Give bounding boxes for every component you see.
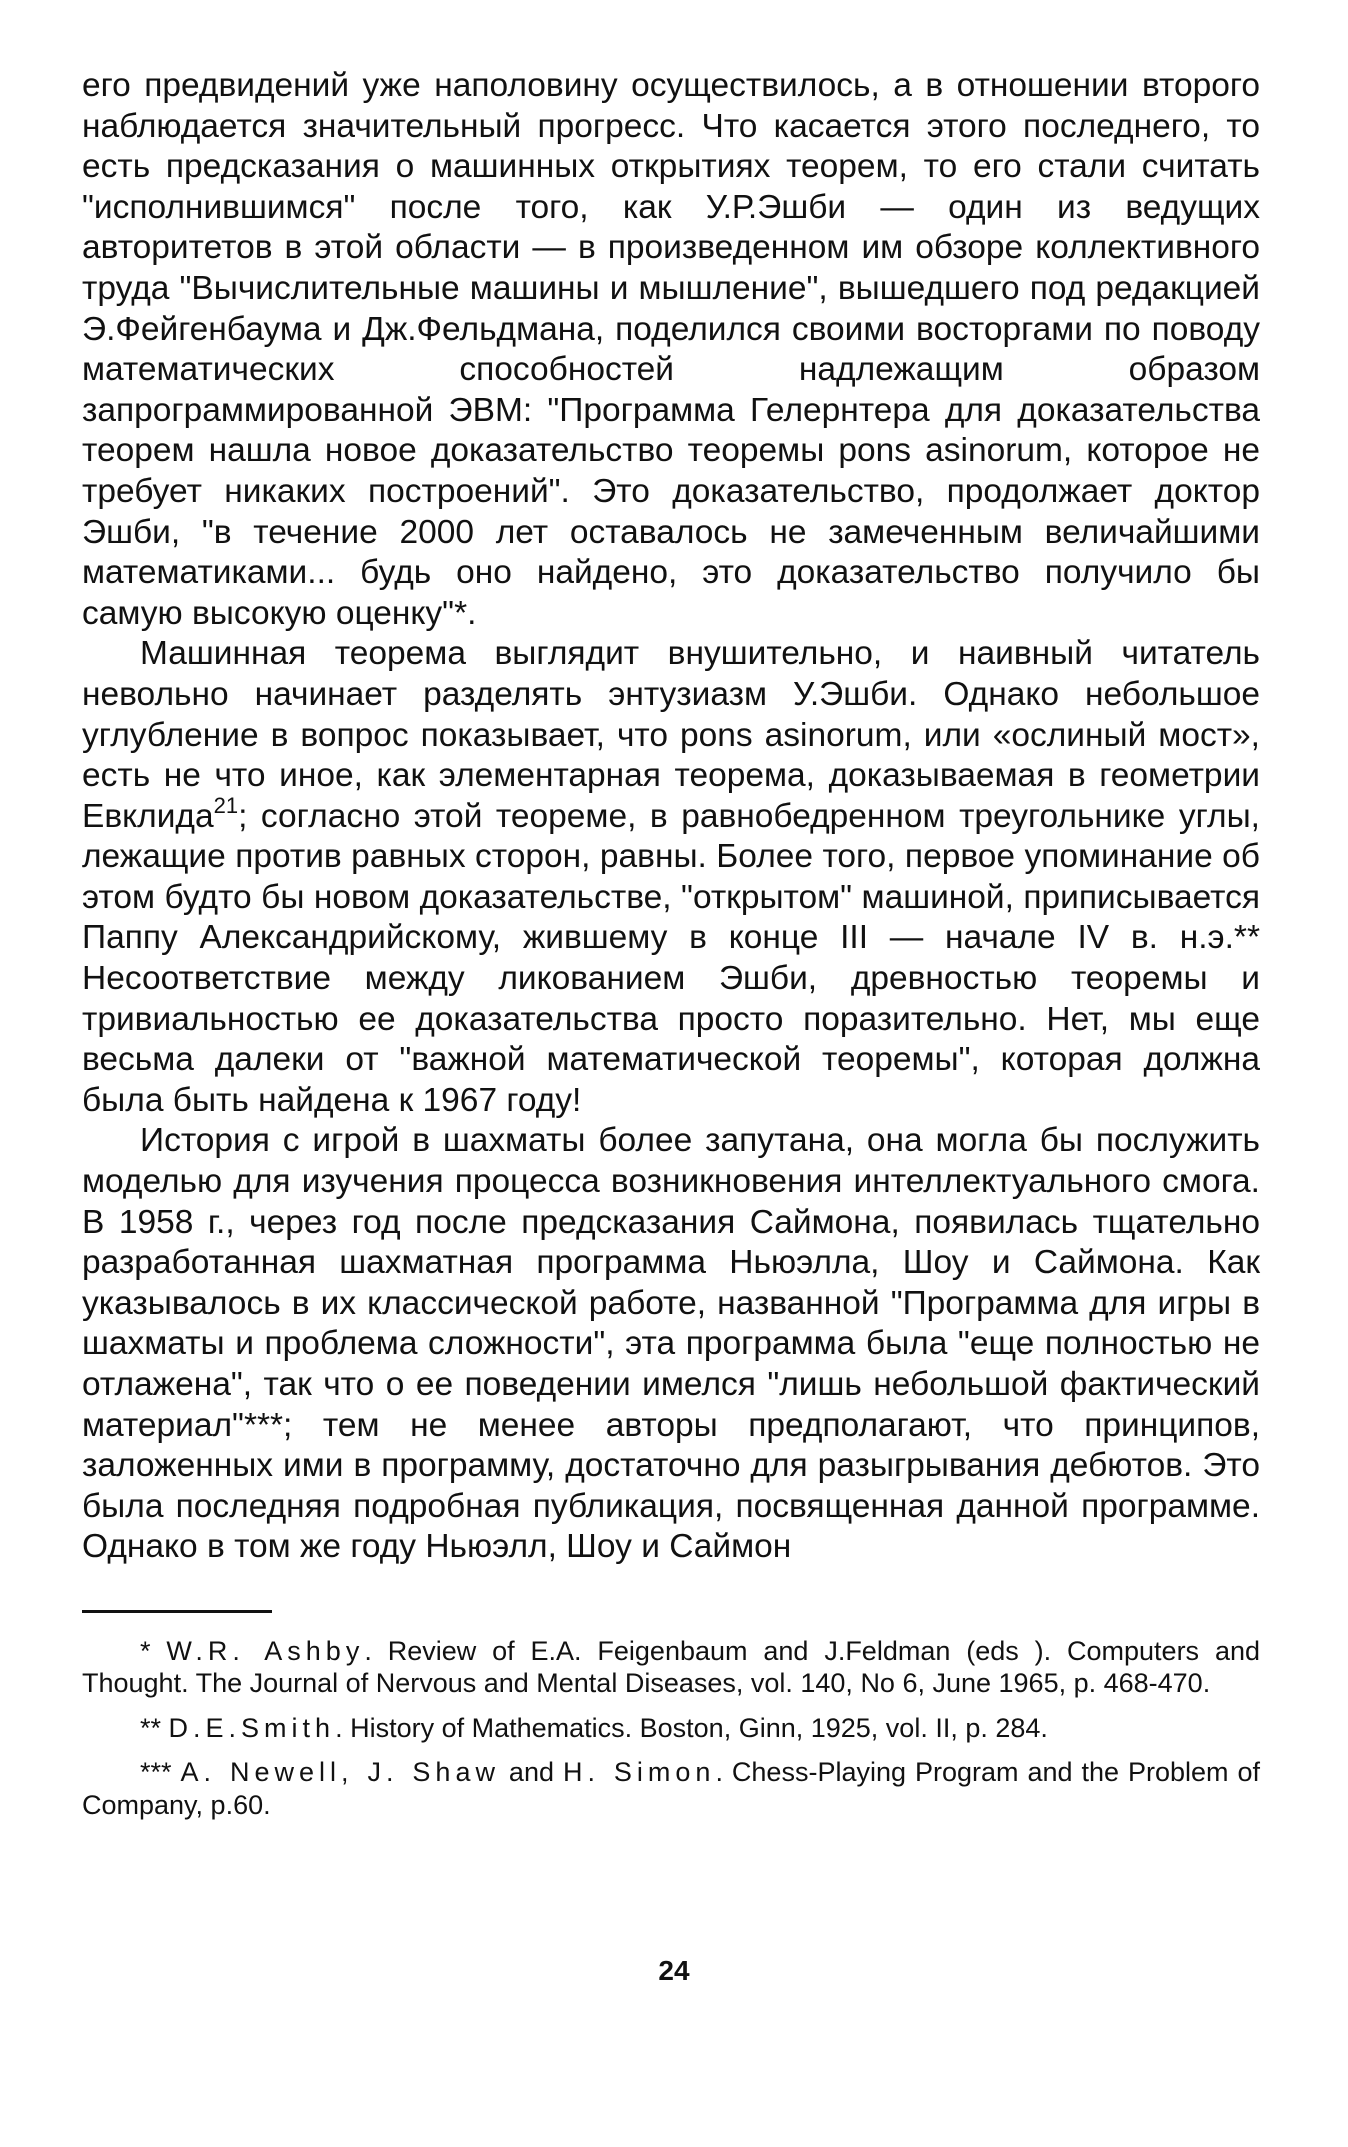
footnote-divider: [82, 1610, 272, 1613]
footnote-marker: ***: [140, 1757, 181, 1788]
footnote-author-2: H. Simon: [562, 1757, 716, 1788]
footnote-marker: **: [140, 1712, 169, 1743]
footnote-marker: *: [140, 1635, 167, 1666]
footnote-author: W.R. Ashby: [166, 1635, 365, 1666]
footnote-author: A. Newell, J. Shaw: [180, 1757, 500, 1788]
footnote-text: . Chess-Playing Program and the Problem of Company, p.60.: [82, 1757, 1260, 1820]
footnote-reference: 21: [213, 792, 239, 818]
footnote-3: [82, 1756, 1260, 1821]
paragraph-2-part-1: Машинная теорема выглядит внушительно, и наивный читатель невольно начинает разделять энтузиазм У.Эшби. Однако небольшое углубление в вопрос показывает, что pons asinorum, или «ослиный мост», есть не что иное, как элементарная теорема, доказываемая в геометрии Евклида: [82, 635, 1260, 835]
paragraph-3: История с игрой в шахматы более запутана, она могла бы послужить моделью для изучения процесса возникновения интеллектуального смога. В 1958 г., через год после предсказания Саймона, появилась тщательно разработанная шахматная программа Ньюэлла, Шоу и Саймона. Как указывалось в их классической работе, названной "Программа для игры в шахматы и проблема сложности", эта программа была "еще полностью не отлажена", так что о ее поведении имелся "лишь небольшой фактический материал"***; тем не менее авторы предполагают, что принципов, заложенных ими в программу, достаточно для разыгрывания дебютов. Это была последняя подробная публикация, посвященная данной программе. Однако в том же году Ньюэлл, Шоу и Саймон: [82, 1122, 1260, 1566]
footnote-1: [82, 1635, 1260, 1700]
page-number: 24: [658, 1955, 690, 1986]
paragraph-2-part-2: ; согласно этой теореме, в равнобедренном треугольнике углы, лежащие против равных сторон, равны. Более того, первое упоминание об этом будто бы новом доказательстве, "открытом" машиной, приписывается Паппу Александрийскому, жившему в конце III — начале IV в. н.э.** Несоответствие между ликованием Эшби, древностью теоремы и тривиальностью ее доказательства просто поразительно. Нет, мы еще весьма далеки от "важной математической теоремы", которая должна была быть найдена к 1967 году!: [82, 797, 1260, 1119]
footnotes: [82, 1635, 1260, 1822]
footnote-2: [82, 1712, 1260, 1745]
book-page: [82, 66, 1260, 1833]
footnote-text: . History of Mathematics. Boston, Ginn, 1925, vol. II, p. 284.: [335, 1712, 1048, 1743]
footnote-author: D.E.Smith: [168, 1712, 336, 1743]
paragraph-1: его предвидений уже наполовину осуществилось, а в отношении второго наблюдается значительный прогресс. Что касается этого последнего, то есть предсказания о машинных открытиях теорем, то его стали считать "исполнившимся" после того, как У.Р.Эшби — один из ведущих авторитетов в этой области — в произведенном им обзоре коллективного труда "Вычислительные машины и мышление", вышедшего под редакцией Э.Фейгенбаума и Дж.Фельдмана, поделился своими восторгами по поводу математических способностей надлежащим образом запрограммированной ЭВМ: "Программа Гелернтера для доказательства теорем нашла новое доказательство теоремы pons asinorum, которое не требует никаких построений". Это доказательство, продолжает доктор Эшби, "в течение 2000 лет оставалось не замеченным величайшими математиками... будь оно найдено, это доказательство получило бы самую высокую оценку"*.: [82, 67, 1260, 632]
paragraph-2: [82, 634, 1260, 1121]
footnote-connector: and: [499, 1757, 563, 1788]
footnote-text: . Review of E.A. Feigenbaum and J.Feldman (eds ). Computers and Thought. The Journal of Nervous and Mental Diseases, vol. 140, No 6, June 1965, p. 468-470.: [82, 1635, 1260, 1699]
